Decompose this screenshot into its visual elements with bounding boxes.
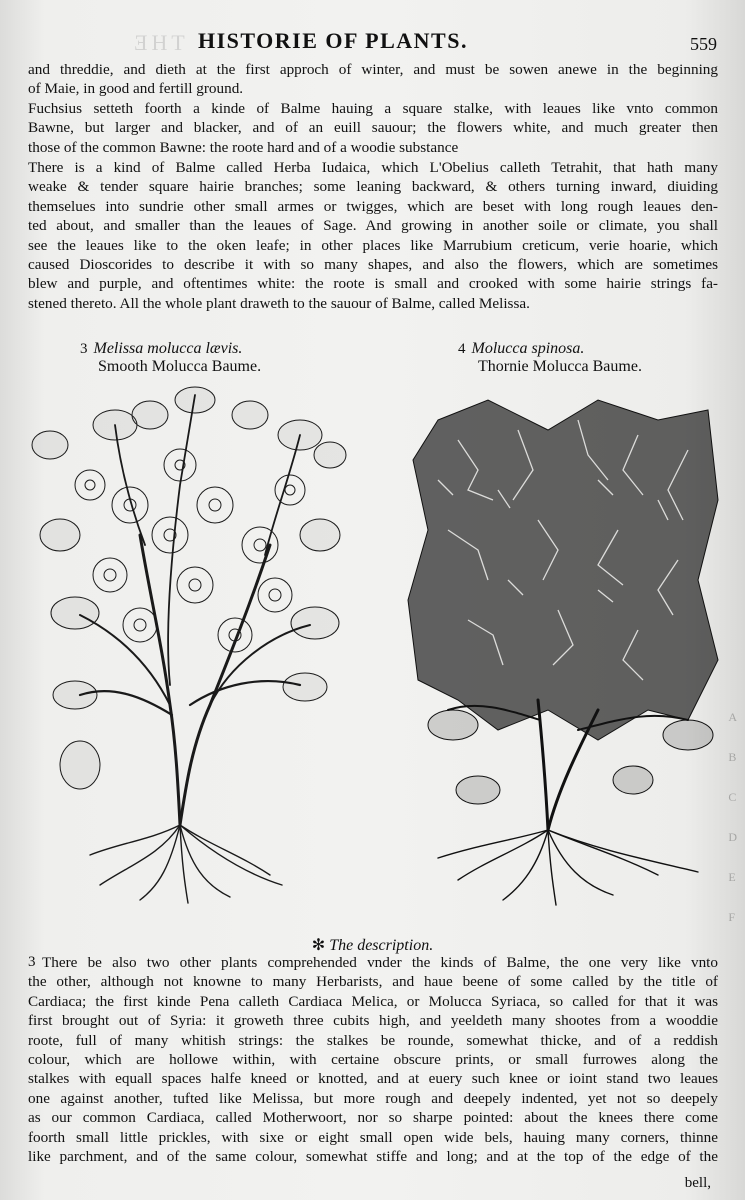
text-line: foorth small little prickles, with sixe or eight small open wide bels, hauing many corners, thinne xyxy=(28,1128,718,1146)
text-line: colour, which are hollowe within, with certaine obscure prints, or small furrowes along the xyxy=(28,1051,718,1069)
figure-4-caption xyxy=(458,340,642,376)
text-line: Fuchsius setteth foorth a kinde of Balme hauing a square stalke, with leaues like vnto common xyxy=(28,100,718,117)
text-line: ted about, and smaller than the leaues of Sage. And growing in another soile or climate, you shall xyxy=(28,217,718,235)
text-line: of Maie, in good and fertill ground. xyxy=(28,80,244,98)
text-line: those of the common Bawne: the roote hard and of a woodie substance xyxy=(28,138,459,156)
description-heading xyxy=(0,935,745,955)
figure-number: 3 xyxy=(80,341,88,357)
page-header xyxy=(0,26,745,56)
herba-iudaica-paragraph xyxy=(28,158,718,313)
description-paragraph xyxy=(28,953,718,1166)
smooth-molucca-woodcut xyxy=(20,385,350,905)
description-heading-text: The description. xyxy=(329,937,434,954)
asterisk-ornament-icon: ✻ xyxy=(311,937,326,954)
catchword: bell, xyxy=(684,1175,711,1191)
figure-3-caption xyxy=(80,340,261,376)
text-line: one against another, tufted like Melissa, but more rough and deepely indented, yet not so deepely xyxy=(28,1089,718,1107)
text-line: roote, full of many whitish strings: the stalkes be rounde, somewhat thicke, and of a reddish xyxy=(28,1031,718,1049)
running-title: HISTORIE OF PLANTS. xyxy=(198,28,468,53)
description-paragraph-number: 3 xyxy=(28,954,36,970)
text-line: the other, although not knowne to many Herbarists, and haue beene of some called by the title of xyxy=(28,973,718,991)
thorny-molucca-woodcut xyxy=(398,380,728,910)
bleed-through-text: THE xyxy=(130,30,185,55)
text-line: blew and purple, and oftentimes white: the roote is small and crooked with some hairie strings fa- xyxy=(28,275,718,293)
text-line: see the leaues like to the oken leafe; in other places like Marrubium creticum, verie hoarie, which xyxy=(28,236,718,254)
text-line: themselues into sundrie other small armes or twigges, which are beset with long rough leaues den- xyxy=(28,197,718,215)
text-line: There is a kind of Balme called Herba Iudaica, which L'Obelius calleth Tetrahit, that hath many xyxy=(28,159,718,176)
text-line: like parchment, and of the same colour, somewhat stiffe and long; and at the top of the edge of the xyxy=(28,1148,718,1166)
text-line: Cardiaca; the first kinde Pena calleth Cardiaca Melica, or Molucca Syriaca, so called for that it was xyxy=(28,992,718,1010)
figure-latin-name: Melissa molucca lævis. xyxy=(93,340,243,357)
text-line: first brought out of Syria: it groweth three cubits high, and yeeldeth many shootes from a wooddie xyxy=(28,1012,718,1030)
figure-number: 4 xyxy=(458,341,466,357)
text-line: stalkes with equall spaces halfe kneed or knotted, and at euery such knee or ioint stand two leaues xyxy=(28,1070,718,1088)
fuchsius-paragraph xyxy=(28,99,718,157)
text-line: caused Dioscorides to describe it with so many shapes, and also the flowers, which are sometimes xyxy=(28,256,718,274)
text-line: as our common Cardiaca, called Motherwoort, nor so sharpe pointed: about the knees there come xyxy=(28,1109,718,1127)
text-line: Bawne, but larger and blacker, and of an euill sauour; the flowers white, and much greater then xyxy=(28,119,718,137)
text-line: stened thereto. All the whole plant draweth to the sauour of Balme, called Melissa. xyxy=(28,294,530,312)
page-number: 559 xyxy=(690,34,717,54)
figure-english-name: Thornie Molucca Baume. xyxy=(478,358,642,375)
text-line: and threddie, and dieth at the first approch of winter, and must be sowen anewe in the beginning xyxy=(28,61,718,78)
text-line: weake & tender square hairie branches; some leaning backward, & others turning inward, diuiding xyxy=(28,178,718,196)
figure-english-name: Smooth Molucca Baume. xyxy=(98,358,262,375)
figure-latin-name: Molucca spinosa. xyxy=(471,340,585,357)
text-line: There be also two other plants comprehended vnder the kinds of Balme, the one very like vnto xyxy=(42,954,718,971)
bleed-through-margin-letters: A B C D E F xyxy=(728,710,737,924)
intro-paragraph xyxy=(28,60,718,99)
